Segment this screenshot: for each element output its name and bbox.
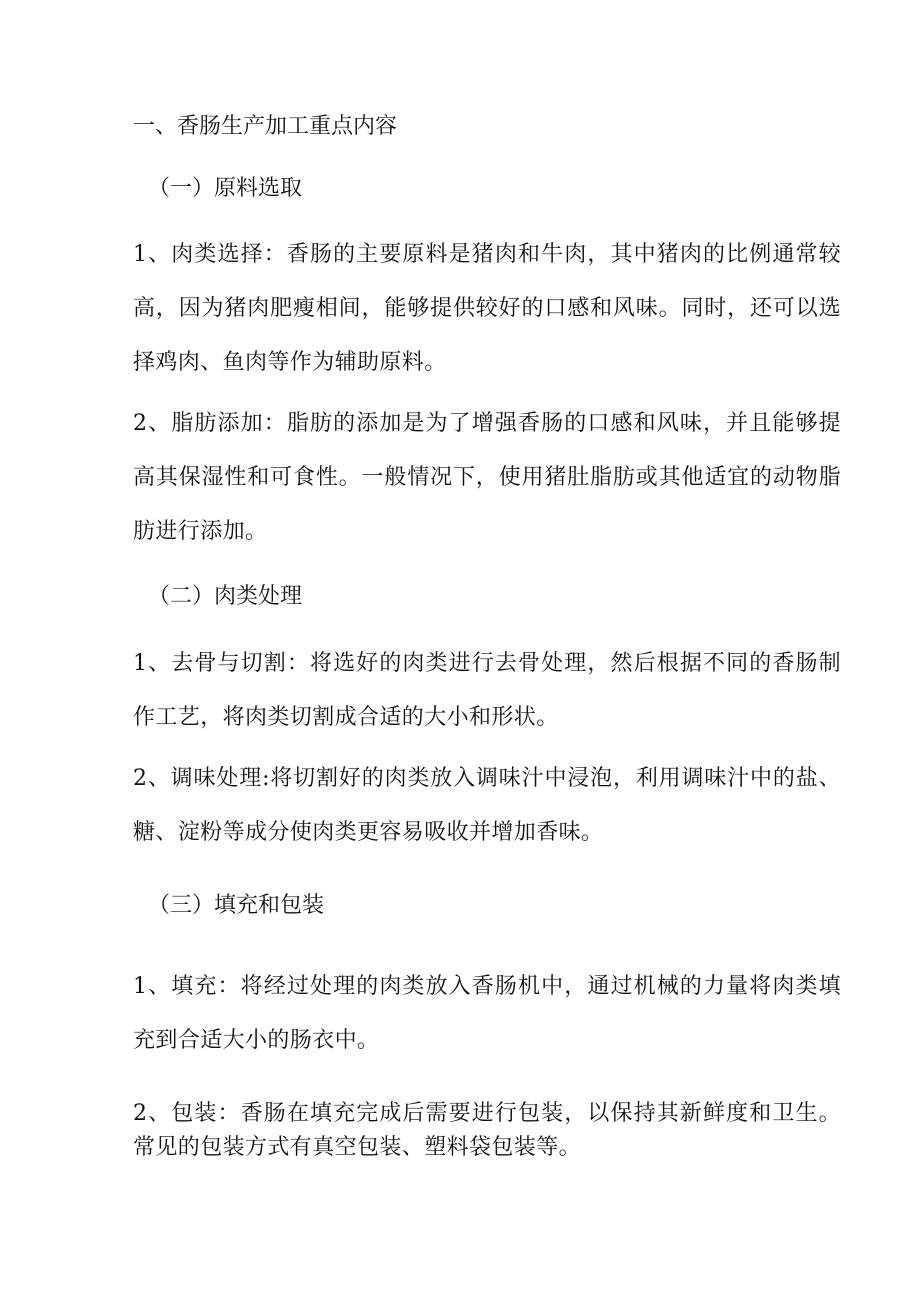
paragraph-packaging: 2、包装：香肠在填充完成后需要进行包装，以保持其新鲜度和卫生。常见的包装方式有真空包装、塑料袋包装等。: [133, 1101, 841, 1160]
main-heading: 一、香肠生产加工重点内容: [133, 114, 398, 139]
section-title-2: （二）肉类处理: [148, 584, 303, 609]
paragraph-fat-addition: 2、脂肪添加：脂肪的添加是为了增强香肠的口感和风味，并且能够提高其保湿性和可食性。一般情况下，使用猪肚脂肪或其他适宜的动物脂肪进行添加。: [133, 411, 841, 544]
paragraph-filling: 1、填充：将经过处理的肉类放入香肠机中，通过机械的力量将肉类填充到合适大小的肠衣中。: [133, 974, 841, 1053]
section-title-1: （一）原料选取: [148, 176, 303, 201]
paragraph-seasoning: 2、调味处理:将切割好的肉类放入调味汁中浸泡，利用调味汁中的盐、糖、淀粉等成分使肉类更容易吸收并增加香味。: [133, 766, 841, 845]
paragraph-meat-selection: 1、肉类选择：香肠的主要原料是猪肉和牛肉，其中猪肉的比例通常较高，因为猪肉肥瘦相间，能够提供较好的口感和风味。同时，还可以选择鸡肉、鱼肉等作为辅助原料。: [133, 242, 841, 375]
paragraph-deboning-cutting: 1、去骨与切割：将选好的肉类进行去骨处理，然后根据不同的香肠制作工艺，将肉类切割成合适的大小和形状。: [133, 651, 841, 730]
section-title-3: （三）填充和包装: [148, 893, 325, 918]
